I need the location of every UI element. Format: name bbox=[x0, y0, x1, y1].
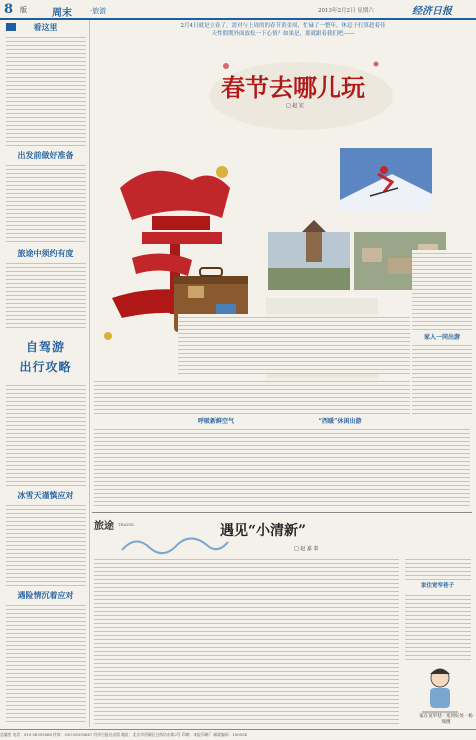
publication-date: 2013年2月2日 星期六 bbox=[318, 8, 374, 14]
sidebar-title-guide: 出行攻略 bbox=[19, 360, 72, 374]
page-header bbox=[0, 0, 476, 20]
sidebar-text-block bbox=[6, 382, 86, 486]
intro-line-1: 2月4日就是立春了，需对与上周的的春节黄金周，忙碌了一整年，休息于打算趁着佳 bbox=[180, 23, 386, 29]
sidebar-text-block bbox=[6, 502, 86, 586]
newspaper-logo: 经济日报 bbox=[412, 6, 452, 17]
sidebar-text-block bbox=[6, 260, 86, 330]
page-footer: 总编室 电话：010-58393668 传真：010-58393667 经济日报社出版 地址：北京市西城区白纸坊东街2号 印刷：本报印刷厂 邮政编码：100054 bbox=[0, 729, 476, 740]
article-2-text-block bbox=[94, 556, 399, 724]
section-divider bbox=[92, 512, 472, 513]
article-text-block bbox=[94, 426, 470, 508]
sub-section-name: ·旅游 bbox=[90, 7, 107, 15]
section-name: 周末 bbox=[52, 8, 72, 19]
pagoda-landscape-photo bbox=[268, 220, 350, 290]
article-text-block bbox=[412, 342, 472, 416]
subhead-breathe-air: 呼吸新鲜空气 bbox=[197, 418, 234, 425]
cartoon-figure-illustration bbox=[412, 662, 468, 714]
intro-text bbox=[98, 22, 468, 38]
article-text-block bbox=[412, 250, 472, 330]
subhead-warm-trip: “西暖”休闲出游 bbox=[318, 418, 362, 425]
article-2-title: 遇见“小清新” bbox=[220, 523, 307, 539]
intro-line-2: 天性假期外面放松一下心情？如果是，那就跟着我们吧—— bbox=[211, 31, 355, 37]
article-2-text-block bbox=[405, 556, 471, 580]
skier-photo bbox=[340, 148, 432, 212]
subhead-wide-narrow-alley: 家住宽窄巷子 bbox=[420, 583, 454, 589]
subhead-family-trip: 家人一同出游 bbox=[423, 334, 460, 341]
sidebar-heading-moderation: 旅途中须约有度 bbox=[17, 248, 74, 258]
travel-section-label: 旅途 bbox=[94, 521, 114, 532]
article-byline: □ 赵 宏 bbox=[286, 103, 304, 109]
main-title: 春节去哪儿玩 bbox=[221, 73, 365, 102]
travel-section-label-en: TRAVEL bbox=[118, 522, 135, 527]
article-text-block bbox=[178, 314, 410, 374]
sidebar-text-block bbox=[6, 34, 86, 146]
sidebar-text-block bbox=[6, 162, 86, 244]
sidebar-heading-prepare: 出发前做好准备 bbox=[17, 150, 74, 160]
article-2-text-block bbox=[405, 592, 471, 662]
sidebar-heading-ice-snow: 冰雪天谨慎应对 bbox=[17, 490, 74, 500]
sidebar-heading-emergency: 遇险情沉着应对 bbox=[17, 590, 74, 600]
illustration-caption: 家在宽窄巷 · 宽到好处 · 杨 瑞摄 bbox=[419, 714, 473, 725]
sidebar-title-self-drive: 自驾游 bbox=[25, 340, 65, 354]
sidebar-heading-look-here: 看这里 bbox=[33, 22, 58, 32]
page-number: 8 bbox=[4, 2, 14, 17]
decorative-wave-icon bbox=[120, 530, 230, 558]
page-unit: 版 bbox=[20, 6, 27, 14]
sidebar-column bbox=[2, 20, 90, 727]
article-2-byline: □ 赵 嘉 泰 bbox=[294, 546, 319, 552]
sidebar-text-block bbox=[6, 602, 86, 724]
article-text-block bbox=[94, 378, 410, 414]
